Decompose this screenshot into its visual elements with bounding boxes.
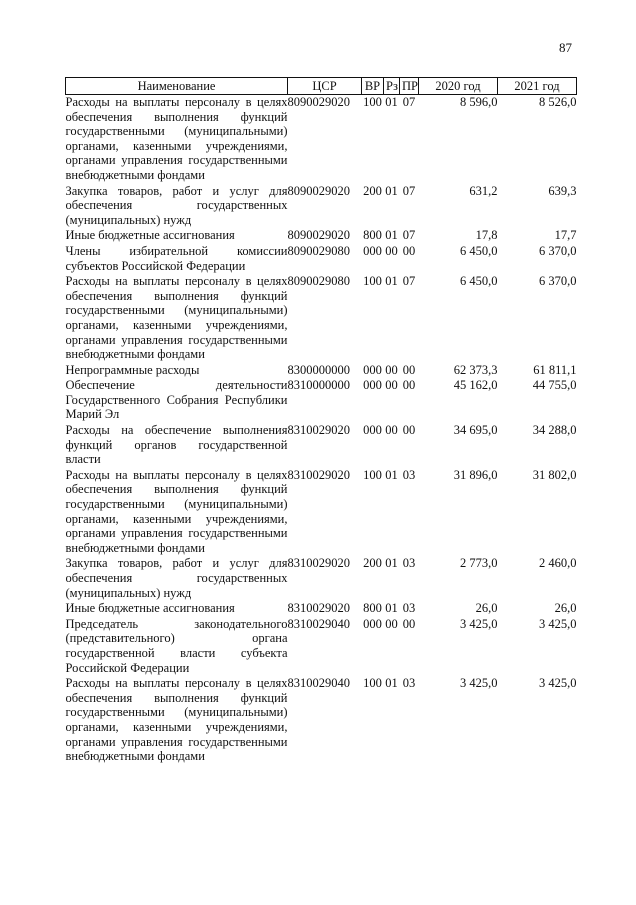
cell-rz: 01 (385, 183, 398, 198)
cell-rz: 01 (385, 676, 398, 691)
cell-amount-2021: 6 370,0 (539, 274, 577, 289)
cell-amount-2020: 8 596,0 (460, 95, 498, 109)
cell-rz: 01 (385, 228, 398, 243)
cell-vr: 000 (363, 616, 382, 631)
cell-csr: 8310029020 (287, 601, 350, 616)
table-row (66, 556, 577, 601)
cell-name: Расходы на выплаты персоналу в целях обеспечения выполнения функций государственными (муниципальными) органами, казенными учреждениями, органами управления государственными внебюджетными фондами (65, 676, 288, 764)
cell-csr: 8300000000 (287, 362, 350, 377)
cell-pr: 00 (402, 243, 416, 258)
cell-vr: 000 (363, 362, 382, 377)
table-row (66, 228, 577, 244)
table-row (66, 363, 577, 379)
table-row (66, 95, 577, 184)
cell-name: Обеспечение деятельности Государственного Собрания Республики Марий Эл (65, 378, 288, 422)
cell-csr: 8310029040 (287, 676, 350, 691)
cell-amount-2021: 17,7 (554, 228, 577, 243)
table-header (66, 78, 577, 95)
cell-csr: 8090029080 (287, 243, 350, 258)
cell-vr: 800 (363, 228, 382, 243)
table-row (66, 423, 577, 468)
cell-vr: 200 (363, 556, 382, 571)
column-header-rz: Рз (384, 78, 400, 95)
cell-name: Расходы на выплаты персоналу в целях обеспечения выполнения функций государственными (муниципальными) органами, казенными учреждениями, органами управления государственными внебюджетными фондами (65, 95, 288, 182)
cell-pr: 03 (402, 601, 416, 616)
cell-pr: 03 (402, 556, 416, 571)
column-header-csr: ЦСР (288, 78, 362, 95)
cell-amount-2020: 62 373,3 (453, 362, 498, 377)
cell-name: Непрограммные расходы (65, 362, 200, 377)
cell-amount-2020: 45 162,0 (453, 378, 498, 393)
cell-amount-2020: 17,8 (475, 228, 498, 243)
table-row (66, 617, 577, 676)
cell-pr: 00 (402, 378, 416, 393)
cell-name: Закупка товаров, работ и услуг для обеспечения государственных (муниципальных) нужд (65, 183, 288, 227)
cell-amount-2020: 6 450,0 (460, 243, 498, 258)
table-row (66, 676, 577, 765)
cell-pr: 00 (402, 423, 416, 438)
cell-pr: 03 (402, 467, 416, 482)
cell-vr: 800 (363, 601, 382, 616)
column-header-vr: ВР (362, 78, 384, 95)
cell-amount-2020: 6 450,0 (460, 274, 498, 289)
cell-rz: 01 (385, 601, 398, 616)
cell-csr: 8310029020 (287, 556, 350, 571)
cell-name: Председатель законодательного (представительного) органа государственной власти субъекта Российской Федерации (65, 616, 288, 675)
cell-amount-2021: 31 802,0 (532, 467, 577, 482)
column-header-pr: ПР (400, 78, 419, 95)
cell-vr: 000 (363, 423, 382, 438)
cell-vr: 100 (363, 676, 382, 691)
cell-pr: 00 (402, 616, 416, 631)
cell-amount-2021: 3 425,0 (539, 676, 577, 691)
column-header-2021: 2021 год (498, 78, 577, 95)
cell-name: Иные бюджетные ассигнования (65, 601, 235, 616)
cell-pr: 07 (402, 228, 416, 243)
cell-rz: 01 (385, 95, 398, 109)
cell-vr: 200 (363, 183, 382, 198)
cell-csr: 8090029080 (287, 274, 350, 289)
cell-name: Члены избирательной комиссии субъектов Российской Федерации (65, 243, 288, 273)
cell-rz: 01 (385, 556, 398, 571)
cell-amount-2021: 3 425,0 (539, 616, 577, 631)
cell-amount-2021: 6 370,0 (539, 243, 577, 258)
cell-name: Расходы на обеспечение выполнения функций органов государственной власти (65, 423, 288, 467)
cell-amount-2021: 44 755,0 (532, 378, 577, 393)
table-row (66, 601, 577, 617)
column-header-name: Наименование (66, 78, 288, 95)
cell-amount-2020: 31 896,0 (453, 467, 498, 482)
cell-pr: 07 (402, 95, 416, 109)
cell-amount-2021: 26,0 (554, 601, 577, 616)
cell-name: Расходы на выплаты персоналу в целях обеспечения выполнения функций государственными (муниципальными) органами, казенными учреждениями, органами управления государственными внебюджетными фондами (65, 274, 288, 362)
cell-pr: 07 (402, 183, 416, 198)
cell-amount-2021: 61 811,1 (533, 362, 577, 377)
cell-name: Расходы на выплаты персоналу в целях обеспечения выполнения функций государственными (муниципальными) органами, казенными учреждениями, органами управления государственными внебюджетными фондами (65, 467, 288, 555)
cell-csr: 8310029020 (287, 423, 350, 438)
cell-rz: 01 (385, 467, 398, 482)
cell-csr: 8310000000 (287, 378, 350, 393)
cell-rz: 00 (385, 616, 398, 631)
cell-rz: 00 (385, 362, 398, 377)
cell-pr: 07 (402, 274, 416, 289)
table-row (66, 274, 577, 363)
cell-amount-2021: 8 526,0 (539, 95, 577, 109)
cell-vr: 000 (363, 243, 382, 258)
budget-table (65, 77, 577, 765)
page-number: 87 (559, 40, 572, 55)
cell-rz: 00 (385, 243, 398, 258)
cell-name: Закупка товаров, работ и услуг для обеспечения государственных (муниципальных) нужд (65, 556, 288, 600)
cell-vr: 100 (363, 467, 382, 482)
cell-amount-2020: 631,2 (469, 183, 498, 198)
cell-amount-2020: 3 425,0 (460, 616, 498, 631)
cell-csr: 8090029020 (287, 95, 350, 109)
table-body (66, 95, 577, 765)
cell-csr: 8310029040 (287, 616, 350, 631)
cell-amount-2020: 2 773,0 (460, 556, 498, 571)
column-header-2020: 2020 год (419, 78, 498, 95)
table-row (66, 244, 577, 274)
table-row (66, 184, 577, 229)
cell-csr: 8090029020 (287, 228, 350, 243)
cell-amount-2021: 639,3 (548, 183, 577, 198)
cell-pr: 03 (402, 676, 416, 691)
cell-rz: 00 (385, 423, 398, 438)
cell-csr: 8090029020 (287, 183, 350, 198)
cell-vr: 100 (363, 95, 382, 109)
table-row (66, 468, 577, 557)
table-row (66, 378, 577, 423)
cell-amount-2020: 3 425,0 (460, 676, 498, 691)
cell-pr: 00 (402, 362, 416, 377)
cell-name: Иные бюджетные ассигнования (65, 228, 235, 243)
cell-amount-2021: 34 288,0 (532, 423, 577, 438)
cell-rz: 01 (385, 274, 398, 289)
cell-csr: 8310029020 (287, 467, 350, 482)
cell-amount-2020: 26,0 (475, 601, 498, 616)
cell-vr: 000 (363, 378, 382, 393)
cell-vr: 100 (363, 274, 382, 289)
cell-amount-2020: 34 695,0 (453, 423, 498, 438)
cell-rz: 00 (385, 378, 398, 393)
cell-amount-2021: 2 460,0 (539, 556, 577, 571)
